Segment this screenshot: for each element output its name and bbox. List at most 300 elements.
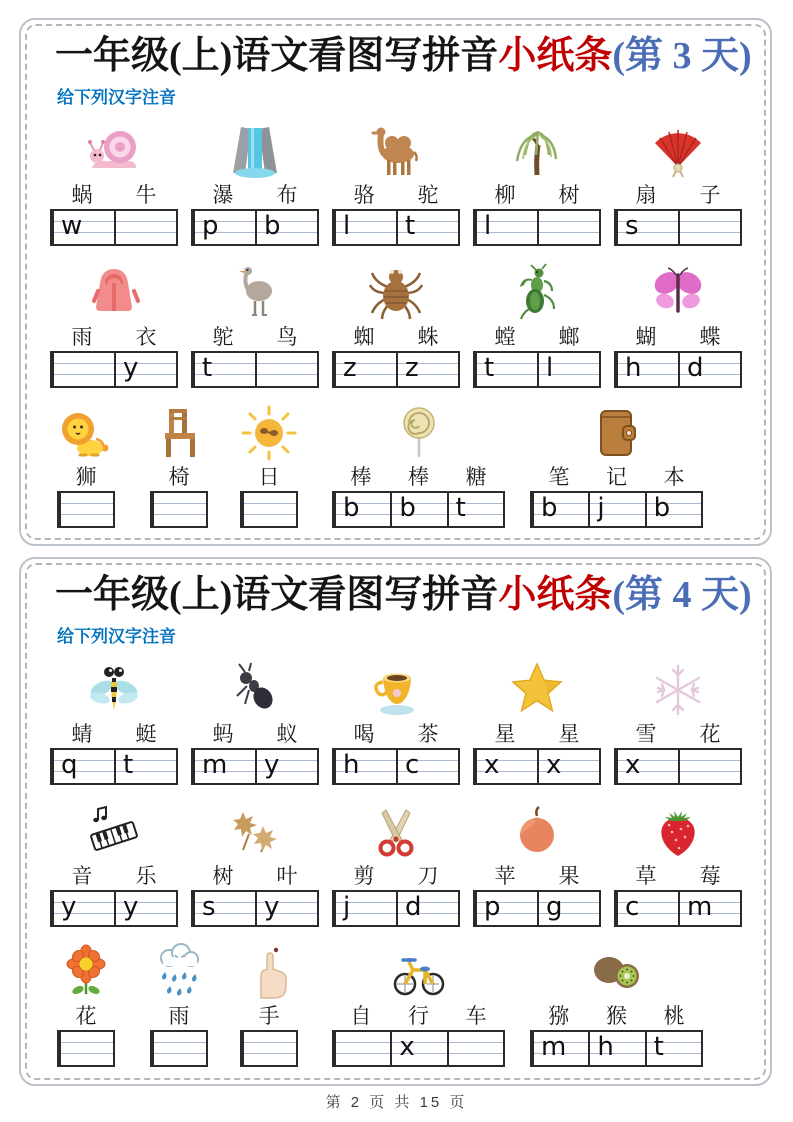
pinyin-box	[240, 1030, 298, 1067]
pinyin-cell	[52, 892, 114, 925]
pinyin-answer: b	[653, 492, 671, 523]
pinyin-answer: t	[123, 749, 134, 780]
pinyin-box	[530, 1030, 703, 1067]
hanzi-label	[332, 183, 460, 209]
pinyin-cell	[193, 892, 255, 925]
hanzi-label	[473, 864, 601, 890]
hanzi-char: 棒	[408, 465, 429, 490]
pinyin-cell	[537, 211, 599, 244]
hanzi-label	[332, 325, 460, 351]
hanzi-char: 牛	[135, 183, 157, 208]
pinyin-answer: x	[399, 1031, 415, 1062]
hanzi-char: 树	[558, 183, 580, 208]
worksheet-item	[332, 936, 505, 1067]
worksheet-item	[150, 936, 208, 1067]
pinyin-answer: s	[625, 210, 639, 241]
hanzi-char: 草	[635, 864, 657, 889]
worksheet-card-day3	[19, 18, 772, 546]
pinyin-cell	[334, 1032, 390, 1065]
pinyin-cell	[390, 1032, 446, 1065]
pinyin-cell	[537, 892, 599, 925]
worksheet-item	[240, 397, 298, 528]
hanzi-char: 蜘	[353, 325, 375, 350]
hanzi-label	[473, 722, 601, 748]
worksheet-item	[473, 257, 601, 388]
hanzi-label	[614, 325, 742, 351]
pinyin-answer: c	[405, 749, 420, 780]
pinyin-box	[57, 491, 115, 528]
piano-icon	[84, 796, 144, 864]
ostrich-icon	[225, 257, 285, 325]
hanzi-char: 螳	[494, 325, 516, 350]
pinyin-cell	[475, 211, 537, 244]
pinyin-cell	[193, 750, 255, 783]
lion-icon	[56, 397, 116, 465]
worksheet-row	[21, 397, 770, 528]
hanzi-label	[240, 465, 298, 491]
pinyin-answer: j	[597, 492, 605, 523]
pinyin-cell	[52, 211, 114, 244]
pinyin-answer: z	[343, 352, 357, 383]
pinyin-answer: h	[625, 352, 642, 383]
pinyin-cell	[532, 1032, 588, 1065]
pinyin-cell	[334, 750, 396, 783]
worksheet-item	[191, 115, 319, 246]
pinyin-answer: d	[405, 891, 422, 922]
pinyin-box	[614, 890, 742, 927]
leaves-icon	[225, 796, 285, 864]
dragonfly-icon	[84, 654, 144, 722]
pinyin-answer: m	[687, 891, 713, 922]
page-number: 第 2 页 共 15 页	[325, 1094, 468, 1111]
pinyin-answer: p	[202, 210, 219, 241]
pinyin-cell	[334, 493, 390, 526]
pinyin-answer: b	[541, 492, 558, 523]
worksheet-item	[191, 796, 319, 927]
pinyin-box	[191, 748, 319, 785]
pinyin-cell	[193, 353, 255, 386]
strawberry-icon	[648, 796, 708, 864]
pinyin-cell	[396, 211, 458, 244]
pinyin-box	[191, 351, 319, 388]
pinyin-answer: t	[455, 492, 466, 523]
hanzi-char: 猴	[606, 1004, 627, 1029]
sun-icon	[239, 397, 299, 465]
pinyin-cell	[52, 353, 114, 386]
hanzi-label	[191, 864, 319, 890]
hanzi-label	[50, 864, 178, 890]
worksheet-rows	[21, 654, 770, 1067]
hanzi-char: 蚂	[212, 722, 234, 747]
worksheet-item	[50, 796, 178, 927]
scissors-icon	[366, 796, 426, 864]
pinyin-cell	[475, 892, 537, 925]
title-main: 一年级(上)语文看图写拼音	[55, 574, 499, 616]
pinyin-answer: p	[484, 891, 501, 922]
worksheet-item	[473, 796, 601, 927]
hanzi-char: 自	[350, 1004, 372, 1029]
hanzi-label	[50, 183, 178, 209]
hanzi-label	[530, 465, 703, 491]
star-icon	[507, 654, 567, 722]
worksheet-item	[332, 796, 460, 927]
pinyin-cell	[255, 211, 317, 244]
worksheet-row	[50, 115, 770, 246]
pinyin-box	[473, 209, 601, 246]
hanzi-label	[530, 1004, 703, 1030]
pinyin-cell	[678, 353, 740, 386]
pinyin-cell	[59, 1032, 113, 1065]
pinyin-cell	[114, 353, 176, 386]
pinyin-cell	[114, 750, 176, 783]
pinyin-box	[150, 1030, 208, 1067]
worksheet-rows	[21, 115, 770, 528]
worksheet-item	[332, 115, 460, 246]
pinyin-cell	[588, 493, 644, 526]
hanzi-char: 驼	[417, 183, 439, 208]
title-main: 一年级(上)语文看图写拼音	[55, 35, 499, 77]
hanzi-char: 树	[212, 864, 234, 889]
hanzi-char: 雪	[635, 722, 657, 747]
raincoat-icon	[84, 257, 144, 325]
pinyin-answer: l	[343, 210, 351, 241]
worksheet-card-day4	[19, 557, 772, 1086]
hanzi-char: 椅	[168, 465, 190, 490]
hanzi-char: 剪	[353, 864, 375, 889]
worksheet-row	[21, 936, 770, 1067]
hanzi-label	[332, 1004, 505, 1030]
worksheet-row	[50, 796, 770, 927]
worksheet-item	[614, 257, 742, 388]
pinyin-cell	[242, 493, 296, 526]
hanzi-char: 狮	[75, 465, 97, 490]
snowflake-icon	[648, 654, 708, 722]
pinyin-answer: b	[264, 210, 281, 241]
worksheet-item	[240, 936, 298, 1067]
flower-icon	[56, 936, 116, 1004]
hanzi-char: 行	[408, 1004, 429, 1029]
worksheet-item	[332, 654, 460, 785]
hanzi-label	[332, 864, 460, 890]
pinyin-answer: y	[264, 749, 280, 780]
hanzi-char: 记	[606, 465, 627, 490]
pinyin-cell	[532, 493, 588, 526]
pinyin-cell	[334, 211, 396, 244]
hanzi-char: 花	[75, 1004, 97, 1029]
title-highlight: 小纸条	[498, 574, 613, 616]
kiwi-icon	[587, 936, 647, 1004]
mantis-icon	[507, 257, 567, 325]
spider-icon	[366, 257, 426, 325]
pinyin-answer: d	[687, 352, 704, 383]
pinyin-box	[50, 890, 178, 927]
hanzi-char: 扇	[635, 183, 657, 208]
worksheet-title	[55, 573, 770, 619]
worksheet-item	[614, 654, 742, 785]
hanzi-label	[50, 722, 178, 748]
hanzi-label	[614, 864, 742, 890]
pinyin-cell	[52, 750, 114, 783]
hanzi-char: 蛛	[417, 325, 439, 350]
pinyin-box	[240, 491, 298, 528]
hanzi-char: 乐	[135, 864, 157, 889]
hanzi-char: 柳	[494, 183, 516, 208]
hanzi-label	[150, 465, 208, 491]
pinyin-answer: w	[61, 210, 83, 241]
hanzi-char: 手	[258, 1004, 280, 1029]
hanzi-label	[614, 722, 742, 748]
pinyin-box	[332, 209, 460, 246]
pinyin-cell	[537, 750, 599, 783]
hanzi-char: 蜻	[71, 722, 93, 747]
hanzi-label	[150, 1004, 208, 1030]
worksheet-item	[530, 936, 703, 1067]
pinyin-box	[191, 209, 319, 246]
pinyin-box	[50, 209, 178, 246]
hanzi-label	[332, 722, 460, 748]
worksheet-row	[50, 257, 770, 388]
fan-icon	[648, 115, 708, 183]
worksheet-item	[332, 397, 505, 528]
pinyin-box	[473, 748, 601, 785]
hanzi-char: 笔	[548, 465, 570, 490]
hanzi-char: 星	[558, 722, 580, 747]
pinyin-box	[473, 351, 601, 388]
pinyin-answer: x	[625, 749, 641, 780]
hanzi-char: 鸵	[212, 325, 234, 350]
pinyin-answer: y	[123, 352, 139, 383]
hanzi-label	[473, 325, 601, 351]
pinyin-answer: b	[343, 492, 360, 523]
pinyin-answer: c	[625, 891, 640, 922]
hanzi-char: 星	[494, 722, 516, 747]
pinyin-cell	[334, 892, 396, 925]
pinyin-cell	[447, 493, 503, 526]
hand-icon	[239, 936, 299, 1004]
waterfall-icon	[225, 115, 285, 183]
lollipop-icon	[389, 397, 449, 465]
worksheet-item	[50, 257, 178, 388]
hanzi-char: 桃	[663, 1004, 685, 1029]
worksheet-item	[57, 397, 115, 528]
pinyin-box	[57, 1030, 115, 1067]
pinyin-box	[614, 351, 742, 388]
pinyin-cell	[334, 353, 396, 386]
hanzi-char: 螂	[558, 325, 580, 350]
hanzi-char: 茶	[417, 722, 439, 747]
teacup-icon	[366, 654, 426, 722]
hanzi-label	[191, 183, 319, 209]
bicycle-icon	[389, 936, 449, 1004]
hanzi-label	[614, 183, 742, 209]
pinyin-cell	[678, 892, 740, 925]
pinyin-cell	[616, 353, 678, 386]
pinyin-box	[332, 1030, 505, 1067]
pinyin-answer: t	[484, 352, 495, 383]
worksheet-item	[614, 796, 742, 927]
worksheet-item	[50, 115, 178, 246]
pinyin-box	[614, 209, 742, 246]
chair-icon	[149, 397, 209, 465]
apple-icon	[507, 796, 567, 864]
hanzi-char: 蝴	[635, 325, 657, 350]
hanzi-char: 莓	[699, 864, 721, 889]
pinyin-answer: x	[484, 749, 500, 780]
hanzi-char: 蜗	[71, 183, 93, 208]
hanzi-char: 本	[663, 465, 685, 490]
pinyin-answer: b	[399, 492, 416, 523]
pinyin-box	[332, 890, 460, 927]
pinyin-cell	[447, 1032, 503, 1065]
hanzi-char: 瀑	[212, 183, 234, 208]
worksheet-item	[473, 115, 601, 246]
hanzi-label	[191, 722, 319, 748]
worksheet-item	[57, 936, 115, 1067]
pinyin-answer: y	[123, 891, 139, 922]
pinyin-answer: y	[61, 891, 77, 922]
hanzi-char: 衣	[135, 325, 157, 350]
hanzi-label	[191, 325, 319, 351]
hanzi-char: 雨	[168, 1004, 190, 1029]
pinyin-cell	[396, 892, 458, 925]
hanzi-char: 喝	[353, 722, 375, 747]
pinyin-box	[332, 491, 505, 528]
worksheet-title	[55, 34, 770, 80]
worksheet-item	[530, 397, 703, 528]
hanzi-label	[473, 183, 601, 209]
hanzi-char: 车	[465, 1004, 487, 1029]
ant-icon	[225, 654, 285, 722]
hanzi-char: 刀	[417, 864, 439, 889]
pinyin-box	[473, 890, 601, 927]
worksheet-item	[191, 654, 319, 785]
instruction-text: 给下列汉字注音	[57, 87, 176, 107]
hanzi-char: 骆	[353, 183, 375, 208]
pinyin-answer: j	[343, 891, 351, 922]
pinyin-cell	[588, 1032, 644, 1065]
pinyin-answer: t	[202, 352, 213, 383]
pinyin-cell	[114, 211, 176, 244]
hanzi-char: 花	[699, 722, 721, 747]
pinyin-answer: g	[546, 891, 563, 922]
pinyin-cell	[396, 353, 458, 386]
worksheet-item	[332, 257, 460, 388]
pinyin-box	[191, 890, 319, 927]
pinyin-answer: t	[653, 1031, 664, 1062]
pinyin-cell	[616, 211, 678, 244]
title-day: (第 3 天)	[612, 35, 752, 77]
worksheet-item	[614, 115, 742, 246]
worksheet-row	[50, 654, 770, 785]
hanzi-char: 雨	[71, 325, 93, 350]
pinyin-cell	[537, 353, 599, 386]
willow-icon	[507, 115, 567, 183]
notebook-icon	[587, 397, 647, 465]
hanzi-char: 鸟	[276, 325, 298, 350]
hanzi-char: 日	[258, 465, 280, 490]
hanzi-char: 蚁	[276, 722, 298, 747]
pinyin-box	[150, 491, 208, 528]
pinyin-cell	[678, 750, 740, 783]
pinyin-cell	[475, 750, 537, 783]
rain-cloud-icon	[149, 936, 209, 1004]
pinyin-cell	[114, 892, 176, 925]
pinyin-cell	[255, 750, 317, 783]
hanzi-label	[240, 1004, 298, 1030]
pinyin-box	[530, 491, 703, 528]
pinyin-answer: z	[405, 352, 419, 383]
pinyin-answer: q	[61, 749, 78, 780]
pinyin-cell	[152, 493, 206, 526]
pinyin-answer: h	[597, 1031, 614, 1062]
camel-icon	[366, 115, 426, 183]
hanzi-label	[332, 465, 505, 491]
pinyin-answer: l	[546, 352, 554, 383]
pinyin-cell	[645, 1032, 701, 1065]
worksheet-item	[191, 257, 319, 388]
pinyin-cell	[255, 892, 317, 925]
hanzi-char: 苹	[494, 864, 516, 889]
pinyin-box	[332, 351, 460, 388]
hanzi-char: 棒	[350, 465, 372, 490]
title-highlight: 小纸条	[498, 35, 613, 77]
hanzi-char: 子	[699, 183, 721, 208]
hanzi-char: 果	[558, 864, 580, 889]
hanzi-char: 叶	[276, 864, 298, 889]
pinyin-cell	[255, 353, 317, 386]
pinyin-cell	[475, 353, 537, 386]
hanzi-char: 蜓	[135, 722, 157, 747]
pinyin-cell	[390, 493, 446, 526]
title-day: (第 4 天)	[612, 574, 752, 616]
instruction-text: 给下列汉字注音	[57, 626, 176, 646]
hanzi-char: 音	[71, 864, 93, 889]
worksheet-item	[50, 654, 178, 785]
hanzi-char: 猕	[548, 1004, 570, 1029]
pinyin-answer: y	[264, 891, 280, 922]
pinyin-box	[614, 748, 742, 785]
hanzi-label	[57, 1004, 115, 1030]
pinyin-cell	[193, 211, 255, 244]
pinyin-cell	[152, 1032, 206, 1065]
snail-icon	[84, 115, 144, 183]
hanzi-char: 布	[276, 183, 298, 208]
pinyin-answer: x	[546, 749, 562, 780]
pinyin-cell	[242, 1032, 296, 1065]
pinyin-cell	[396, 750, 458, 783]
hanzi-char: 蝶	[699, 325, 721, 350]
hanzi-char: 糖	[465, 465, 487, 490]
pinyin-answer: m	[541, 1031, 567, 1062]
pinyin-cell	[678, 211, 740, 244]
pinyin-cell	[59, 493, 113, 526]
hanzi-label	[50, 325, 178, 351]
pinyin-cell	[645, 493, 701, 526]
hanzi-label	[57, 465, 115, 491]
pinyin-answer: t	[405, 210, 416, 241]
pinyin-cell	[616, 892, 678, 925]
worksheet-item	[473, 654, 601, 785]
butterfly-icon	[648, 257, 708, 325]
pinyin-cell	[616, 750, 678, 783]
pinyin-box	[332, 748, 460, 785]
pinyin-answer: h	[343, 749, 360, 780]
pinyin-answer: s	[202, 891, 216, 922]
pinyin-box	[50, 748, 178, 785]
pinyin-answer: l	[484, 210, 492, 241]
worksheet-item	[150, 397, 208, 528]
pinyin-answer: m	[202, 749, 228, 780]
